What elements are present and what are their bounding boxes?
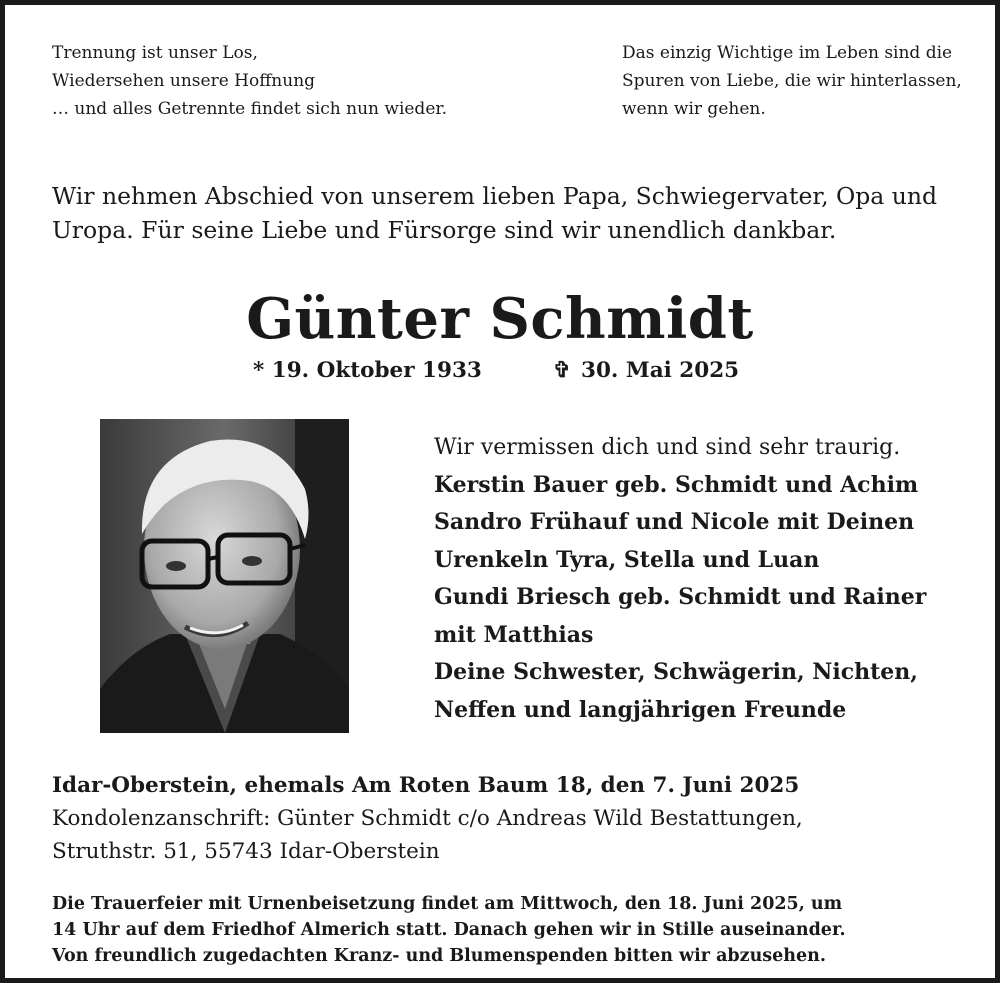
cross-icon: ✞ <box>553 358 572 383</box>
quote-right-line: wenn wir gehen. <box>622 99 766 119</box>
quote-left-line: Trennung ist unser Los, <box>52 43 258 63</box>
family-lead: Wir vermissen dich und sind sehr traurig. <box>434 435 901 460</box>
family-line: Urenkeln Tyra, Stella und Luan <box>434 546 820 573</box>
ceremony-line: Die Trauerfeier mit Urnenbeisetzung findet am Mittwoch, den 18. Juni 2025, um <box>52 894 843 914</box>
quote-left <box>52 39 447 123</box>
quote-right-line: Das einzig Wichtige im Leben sind die <box>622 43 953 63</box>
condolence-address: Kondolenzanschrift: Günter Schmidt c/o Andreas Wild Bestattungen, <box>52 806 803 831</box>
family-line: Neffen und langjährigen Freunde <box>434 696 847 723</box>
death-date-block <box>553 355 739 387</box>
family-line: mit Matthias <box>434 621 594 648</box>
ceremony-line: 14 Uhr auf dem Friedhof Almerich statt. Danach gehen wir in Stille auseinander. <box>52 920 846 940</box>
deceased-name: Günter Schmidt <box>246 286 754 352</box>
intro-line: Uropa. Für seine Liebe und Fürsorge sind wir unendlich dankbar. <box>52 216 837 244</box>
birth-date: * 19. Oktober 1933 <box>253 358 482 383</box>
family-line: Gundi Briesch geb. Schmidt und Rainer <box>434 584 927 610</box>
portrait-photo <box>100 419 349 733</box>
quote-right <box>622 39 962 123</box>
quote-right-line: Spuren von Liebe, die wir hinterlassen, <box>622 71 962 91</box>
ceremony-info <box>52 891 972 969</box>
condolence-address: Struthstr. 51, 55743 Idar-Oberstein <box>52 839 440 864</box>
portrait-illustration <box>100 419 349 733</box>
address-block <box>52 769 972 868</box>
family-line: Kerstin Bauer geb. Schmidt und Achim <box>434 471 919 498</box>
family-line: Sandro Frühauf und Nicole mit Deinen <box>434 509 915 535</box>
mourners-list <box>434 429 974 729</box>
ceremony-line: Von freundlich zugedachten Kranz- und Blumenspenden bitten wir abzusehen. <box>52 946 826 966</box>
quote-left-line: … und alles Getrennte findet sich nun wieder. <box>52 99 448 119</box>
quote-left-line: Wiedersehen unsere Hoffnung <box>52 71 316 91</box>
death-date: 30. Mai 2025 <box>581 358 740 383</box>
family-line: Deine Schwester, Schwägerin, Nichten, <box>434 659 918 685</box>
place-date: Idar-Oberstein, ehemals Am Roten Baum 18, den 7. Juni 2025 <box>52 773 800 798</box>
farewell-intro <box>52 179 952 247</box>
intro-line: Wir nehmen Abschied von unserem lieben Papa, Schwiegervater, Opa und <box>52 182 938 210</box>
